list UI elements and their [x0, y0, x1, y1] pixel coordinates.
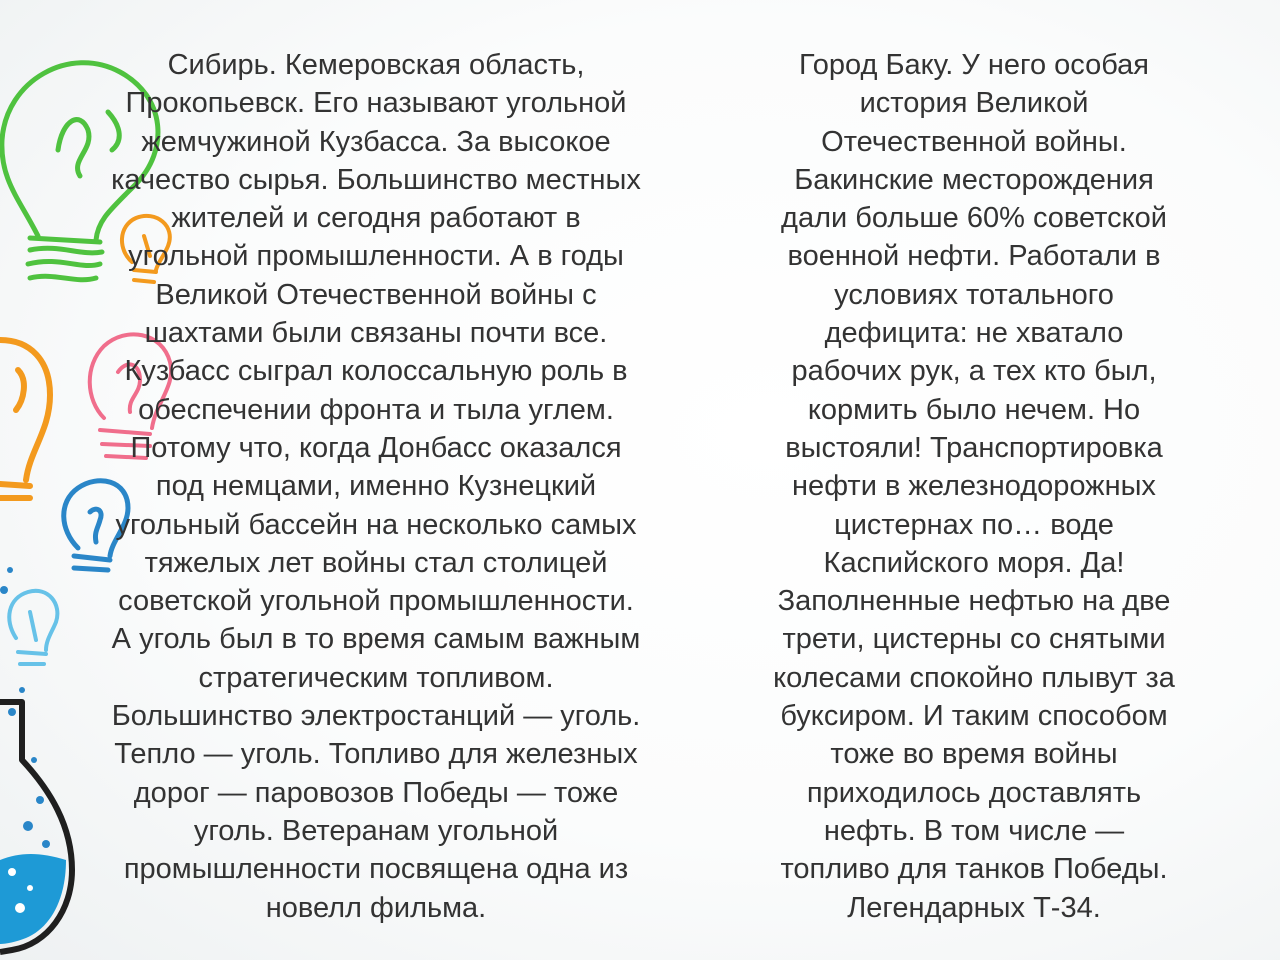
left-text-line: Кузбасс сыграл колоссальную роль в	[124, 355, 628, 388]
lightbulb-orange-large-icon	[0, 340, 50, 498]
right-text-line: Отечественной войны.	[821, 125, 1127, 158]
left-text-line: Сибирь. Кемеровская область,	[167, 49, 585, 81]
right-text-line: буксиром. И таким способом	[780, 700, 1168, 733]
right-text-line: условиях тотального	[834, 278, 1114, 311]
left-text-line: Тепло — уголь. Топливо для железных	[114, 738, 638, 771]
left-text-line: дорог — паровозов Победы — тоже	[133, 776, 619, 809]
left-text-line: Великой Отечественной войны с	[155, 278, 597, 311]
right-text-line: рабочих рук, а тех кто был,	[791, 355, 1157, 388]
right-text-line: выстояли! Транспортировка	[785, 431, 1163, 464]
right-text-line: колесами спокойно плывут за	[773, 661, 1175, 694]
left-column-text	[60, 46, 692, 927]
right-text-line: Город Баку. У него особая	[799, 49, 1149, 81]
left-text-line: советской угольной промышленности.	[118, 585, 634, 618]
right-text-line: нефти в железнодорожных	[792, 470, 1156, 503]
left-text-line: обеспечении фронта и тыла углем.	[138, 393, 614, 426]
left-text-line: угольной промышленности. А в годы	[128, 240, 624, 273]
left-text-line: новелл фильма.	[265, 891, 487, 924]
left-text-line: Большинство электростанций — уголь.	[111, 700, 641, 733]
left-text-line: жемчужиной Кузбасса. За высокое	[141, 125, 611, 158]
left-text-line: уголь. Ветеранам угольной	[193, 814, 559, 847]
right-text-line: приходилось доставлять	[806, 776, 1142, 809]
right-text-line: цистернах по… воде	[834, 508, 1114, 541]
right-text-line: трети, цистерны со снятыми	[782, 623, 1166, 656]
right-text-line: Бакинские месторождения	[794, 163, 1154, 196]
left-text-line: тяжелых лет войны стал столицей	[144, 546, 608, 579]
left-text-line: жителей и сегодня работают в	[171, 202, 581, 235]
left-text-line: стратегическим топливом.	[198, 661, 554, 694]
left-text-line: качество сырья. Большинство местных	[111, 163, 641, 196]
right-text-line: кормить было нечем. Но	[807, 393, 1141, 426]
right-text-line: Легендарных Т-34.	[847, 891, 1101, 924]
left-text-line: промышленности посвящена одна из	[123, 853, 629, 886]
right-text-line: тоже во время войны	[830, 738, 1118, 771]
left-text-line: под немцами, именно Кузнецкий	[155, 470, 597, 503]
right-text-line: Заполненные нефтью на две	[777, 585, 1171, 618]
right-text-line: история Великой	[859, 87, 1089, 120]
left-text-line: угольный бассейн на несколько самых	[115, 508, 637, 541]
left-text-line: А уголь был в то время самым важным	[111, 623, 641, 656]
left-text-line: Прокопьевск. Его называют угольной	[125, 87, 627, 120]
right-text-line: дефицита: не хватало	[824, 317, 1124, 350]
right-text-line: нефть. В том числе —	[823, 814, 1125, 847]
right-text-line: военной нефти. Работали в	[787, 240, 1161, 273]
lightbulb-lightblue-icon	[9, 591, 57, 664]
right-text-line: топливо для танков Победы.	[780, 853, 1168, 886]
right-text-line: Каспийского моря. Да!	[823, 546, 1125, 579]
left-text-line: шахтами были связаны почти все.	[144, 317, 608, 350]
left-text-line: Потому что, когда Донбасс оказался	[130, 431, 622, 464]
right-text-line: дали больше 60% советской	[781, 202, 1167, 235]
right-column-text	[740, 46, 1208, 927]
